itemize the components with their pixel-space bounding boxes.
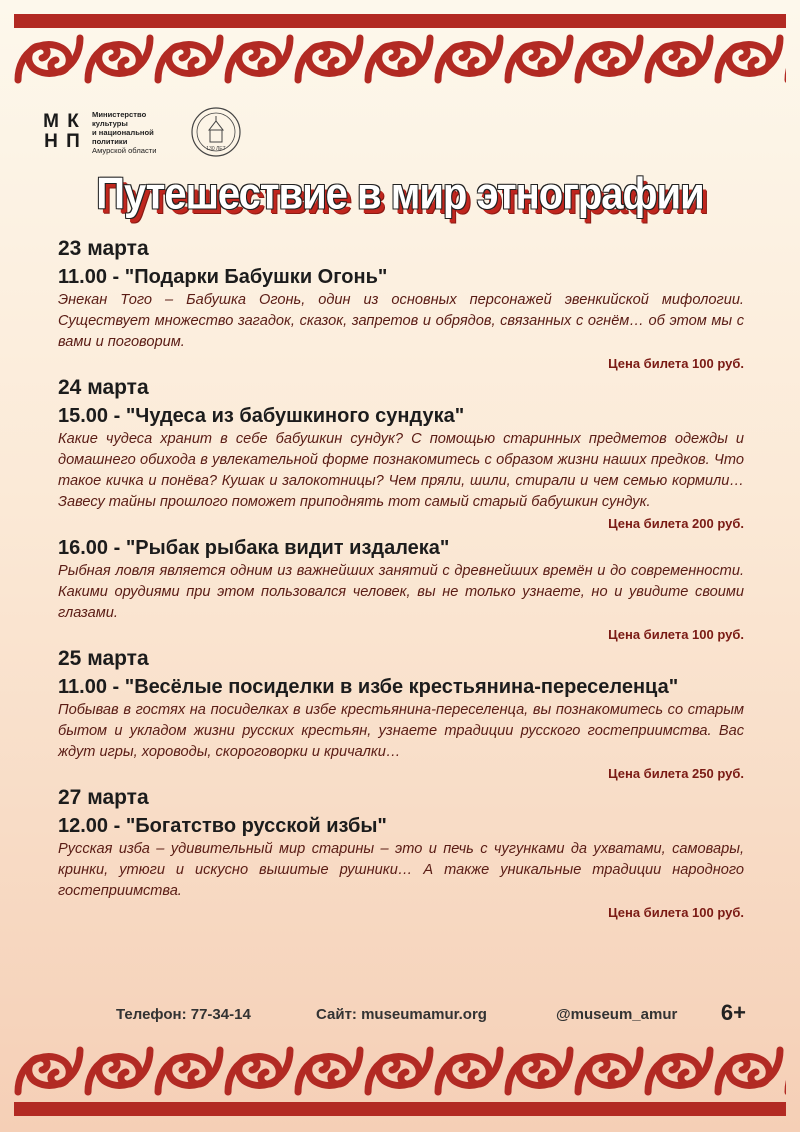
bottom-border-band bbox=[14, 1102, 786, 1116]
header-logos bbox=[40, 104, 242, 160]
event-title: 15.00 - "Чудеса из бабушкиного сундука" bbox=[58, 405, 465, 427]
site-link[interactable]: Сайт: museumamur.org bbox=[316, 1006, 487, 1023]
footer-contacts bbox=[116, 1000, 746, 1030]
event-description: Русская изба – удивительный мир старины – это и печь с чугунками да ухватами, самовары, кринки, утюги и искусно вышитые рушники… А также уникальные традиции народного гостеприимства. bbox=[58, 841, 744, 899]
mknp-logo: М К Н П bbox=[43, 111, 80, 152]
bottom-ornament bbox=[14, 1042, 786, 1100]
day-date: 27 марта bbox=[58, 786, 149, 809]
event-title: 11.00 - "Подарки Бабушки Огонь" bbox=[58, 266, 388, 288]
phone-text: Телефон: 77-34-14 bbox=[116, 1006, 251, 1023]
day-date: 23 марта bbox=[58, 237, 149, 260]
social-handle[interactable]: @museum_amur bbox=[556, 1006, 678, 1023]
top-border-band bbox=[14, 14, 786, 28]
event-title: 12.00 - "Богатство русской избы" bbox=[58, 815, 387, 837]
top-ornament bbox=[14, 30, 786, 88]
ticket-price: Цена билета 100 руб. bbox=[608, 356, 744, 371]
event-description: Рыбная ловля является одним из важнейших занятий с древнейших времён и до современности. Какими орудиями при этом пользовался человек, вы не только узнаете, но и увидите своими глазами. bbox=[58, 563, 744, 621]
event-title: 11.00 - "Весёлые посиделки в избе крестьянина-переселенца" bbox=[58, 676, 679, 698]
ticket-price: Цена билета 200 руб. bbox=[608, 516, 744, 531]
page-title: Путешествие в мир этнографии bbox=[96, 169, 704, 219]
age-rating-badge: 6+ bbox=[720, 1000, 746, 1025]
event-description: Побывав в гостях на посиделках в избе крестьянина-переселенца, вы познакомитесь со старым бытом и укладом жизни русских крестьян, узнаете традиции русского гостеприимства. Вас ждут игры, хороводы, скороговорки и кричалки… bbox=[58, 702, 744, 760]
museum-seal-icon bbox=[190, 106, 242, 158]
schedule bbox=[58, 236, 744, 924]
day-date: 24 марта bbox=[58, 376, 149, 399]
ticket-price: Цена билета 100 руб. bbox=[608, 905, 744, 920]
svg-text:130 ЛЕТ: 130 ЛЕТ bbox=[206, 146, 226, 152]
ministry-name: Министерство культуры и национальной политики Амурской области bbox=[92, 109, 157, 155]
event-title: 16.00 - "Рыбак рыбака видит издалека" bbox=[58, 537, 450, 559]
event-description: Какие чудеса хранит в себе бабушкин сундук? С помощью старинных предметов одежды и домашнего обихода в увлекательной форме познакомитесь с образом жизни наших предков. Что такое кичка и понёва? Кушак и залокотницы? Чем пряли, шили, стирали и чем семью кормили… Завесу тайны прошлого поможет приподнять тот самый старый бабушкин сундук. bbox=[58, 431, 744, 510]
ticket-price: Цена билета 250 руб. bbox=[608, 766, 744, 781]
day-date: 25 марта bbox=[58, 647, 149, 670]
ticket-price: Цена билета 100 руб. bbox=[608, 627, 744, 642]
event-description: Энекан Того – Бабушка Огонь, один из основных персонажей эвенкийской мифологии. Существует множество загадок, сказок, запретов и обрядов, связанных с огнём… об этом мы с вами и поговорим. bbox=[58, 292, 744, 350]
